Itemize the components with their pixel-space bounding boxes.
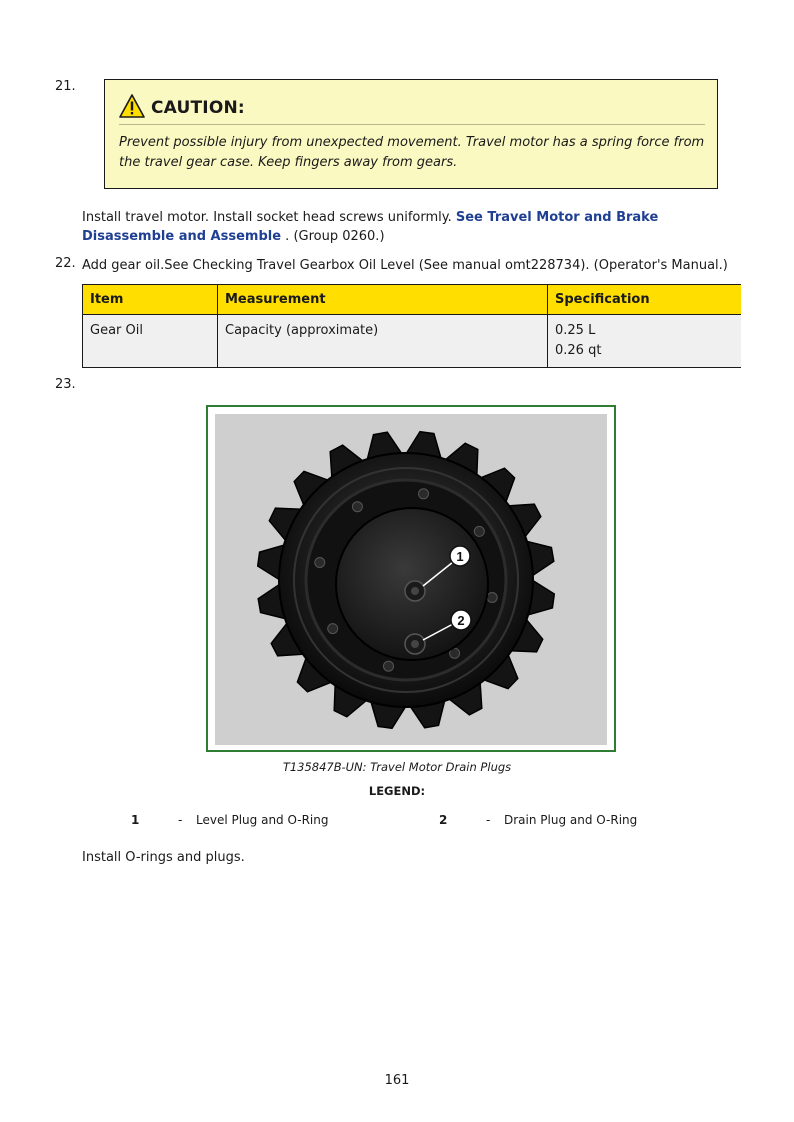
hub-bolt <box>315 558 325 568</box>
warning-triangle-icon <box>119 94 145 122</box>
hub-bolt <box>487 593 497 603</box>
hub-bolt <box>384 661 394 671</box>
hub-bolt <box>474 526 484 536</box>
step-number-23: 23. <box>55 377 76 392</box>
column-header-measurement: Measurement <box>218 285 548 315</box>
hub-bolt <box>352 502 362 512</box>
legend-item-2-number: 2 <box>439 813 448 827</box>
legend-item-1-dash: - <box>178 813 183 827</box>
caution-text: Prevent possible injury from unexpected movement. Travel motor has a spring force from the travel gear case. Keep fingers away from gears. <box>119 135 705 170</box>
specification-table <box>82 284 741 368</box>
table-header-row <box>83 285 741 315</box>
legend-item-1-label: Level Plug and O-Ring <box>196 813 329 827</box>
svg-text:2: 2 <box>457 613 465 628</box>
table-row <box>83 315 741 368</box>
figure-frame <box>206 405 616 752</box>
column-header-specification: Specification <box>548 285 741 315</box>
step-number-21: 21. <box>55 79 76 94</box>
caution-divider <box>119 124 705 125</box>
caution-title: CAUTION: <box>151 98 245 118</box>
spec-value-quarts: 0.26 qt <box>555 343 602 358</box>
cell-specification <box>548 315 741 368</box>
step22-text: Add gear oil.See Checking Travel Gearbox Oil Level (See manual omt228734). (Operator's Manual.) <box>82 258 728 273</box>
step21-instruction <box>82 208 732 246</box>
final-instruction: Install O-rings and plugs. <box>82 850 245 865</box>
callout-1 <box>450 546 470 566</box>
column-header-item: Item <box>83 285 218 315</box>
group-reference: . (Group 0260.) <box>281 229 385 244</box>
instruction-text: Install travel motor. Install socket head screws uniformly. <box>82 210 452 225</box>
callout-2 <box>451 610 471 630</box>
cell-item: Gear Oil <box>83 315 218 368</box>
legend-item-2-label: Drain Plug and O-Ring <box>504 813 638 827</box>
legend-item-2-dash: - <box>486 813 491 827</box>
svg-text:1: 1 <box>456 549 464 564</box>
step-number-22: 22. <box>55 256 76 271</box>
cell-measurement: Capacity (approximate) <box>218 315 548 368</box>
figure-caption: T135847B-UN: Travel Motor Drain Plugs <box>282 760 512 774</box>
hub-bolt <box>419 489 429 499</box>
hub-bolt <box>328 624 338 634</box>
travel-motor-photo <box>215 414 607 745</box>
caution-header <box>119 94 245 122</box>
disassemble-assemble-link[interactable]: See Travel Motor and Brake Disassemble and Assemble <box>82 210 659 244</box>
page-number: 161 <box>384 1073 410 1088</box>
caution-box <box>104 79 718 189</box>
legend-item-1-number: 1 <box>131 813 140 827</box>
legend-title: LEGEND: <box>368 784 426 798</box>
spec-value-liters: 0.25 L <box>555 323 596 338</box>
